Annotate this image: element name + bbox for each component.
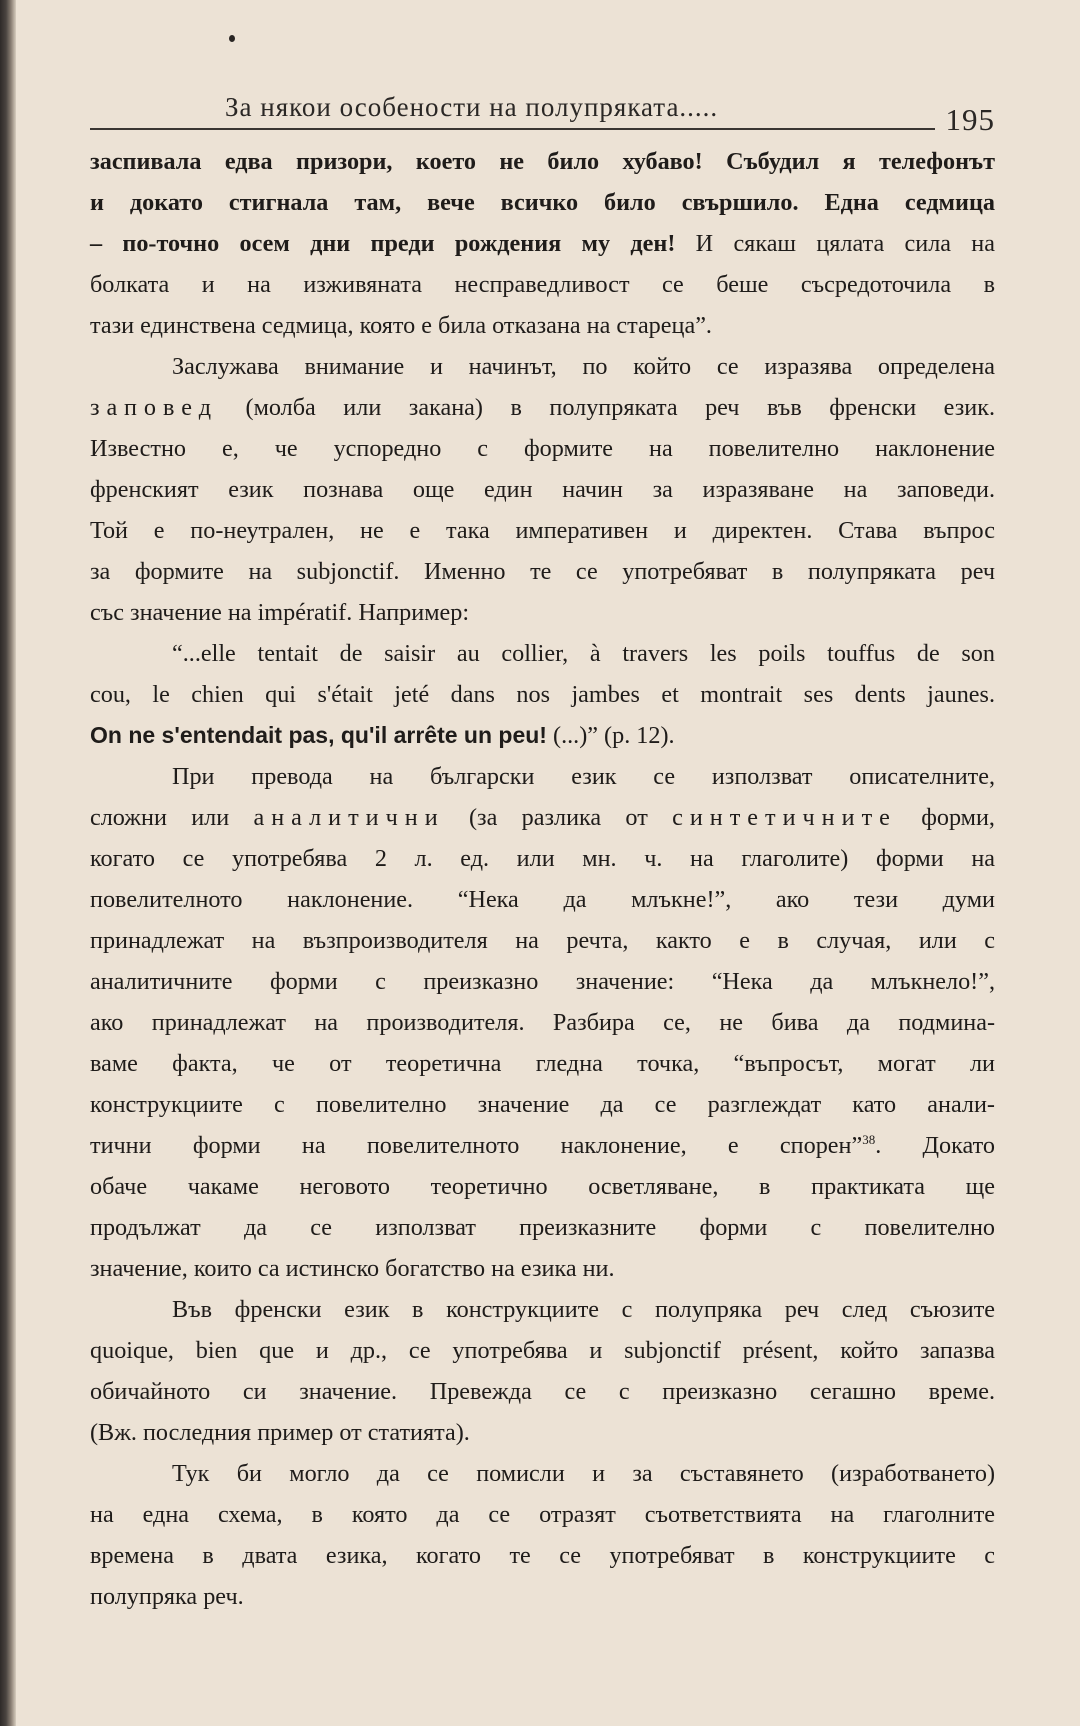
text-line: и докато стигнала там, вече всичко било свършило. Една седмица — [90, 189, 995, 216]
text-line: обаче чакаме неговото теоретично осветляване, в практиката ще — [90, 1173, 995, 1200]
text-line: Заслужава внимание и начинът, по който се изразява определена — [172, 353, 995, 380]
text-line: значение, които са истинско богатство на езика ни. — [90, 1255, 615, 1282]
text-line: продължат да се използват преизказните форми с повелително — [90, 1214, 995, 1241]
text-line: обичайното си значение. Превежда се с преизказно сегашно време. — [90, 1378, 995, 1405]
text-line: болката и на изживяната несправедливост се беше съсредоточила в — [90, 271, 995, 298]
book-spine-edge — [0, 0, 16, 1726]
text-line: тични форми на повелителното наклонение, е спорен”$^{38}$. Докато — [90, 1131, 995, 1159]
text-line: повелителното наклонение. “Нека да млъкне!”, ако тези думи — [90, 886, 995, 913]
text-line: quoique, bien que и др., се употребява и subjonctif présent, който запазва — [90, 1337, 995, 1364]
text-line: On ne s'entendait pas, qu'il arrête un peu! (...)” (p. 12). — [90, 722, 675, 749]
header-title: За някои особености на полупряката..... — [225, 92, 719, 122]
text-line: Известно е, че успоредно с формите на повелително наклонение — [90, 435, 995, 462]
footnote-ref: 38 — [862, 1131, 876, 1147]
text-line: полупряка реч. — [90, 1583, 244, 1610]
text-line: аналитичните форми с преизказно значение: “Нека да млъкнело!”, — [90, 968, 995, 995]
text-line: При превода на български език се използват описателните, — [172, 763, 995, 790]
text-line: ваме факта, че от теоретична гледна точка, “въпросът, могат ли — [90, 1050, 995, 1077]
header-rule — [90, 128, 935, 130]
spaced-emphasis: заповед — [90, 394, 219, 421]
ink-speck — [229, 35, 235, 42]
text-line: cou, le chien qui s'était jeté dans nos jambes et montrait ses dents jaunes. — [90, 681, 995, 708]
text-line: (Вж. последния пример от статията). — [90, 1419, 470, 1446]
text-line: ако принадлежат на производителя. Разбира се, не бива да подмина- — [90, 1009, 995, 1036]
running-header — [90, 88, 995, 138]
text-line: “...elle tentait de saisir au collier, à travers les poils touffus de son — [172, 640, 995, 667]
page-body — [90, 141, 995, 1617]
text-line: времена в двата езика, когато те се употребяват в конструкциите с — [90, 1542, 995, 1569]
text-line: когато се употребява 2 л. ед. или мн. ч. на глаголите) форми на — [90, 845, 995, 872]
text-line: за формите на subjonctif. Именно те се употребяват в полупряката реч — [90, 558, 995, 585]
text-line: френският език познава още един начин за изразяване на заповеди. — [90, 476, 995, 503]
text-line: Той е по-неутрален, не е така императивен и директен. Става въпрос — [90, 517, 995, 544]
text-line: принадлежат на възпроизводителя на речта, както е в случая, или с — [90, 927, 995, 954]
text-line: на една схема, в която да се отразят съответствията на глаголните — [90, 1501, 995, 1528]
text-line: конструкциите с повелително значение да се разглеждат като анали- — [90, 1091, 995, 1118]
bold-quote: On ne s'entendait pas, qu'il arrête un peu! — [90, 722, 547, 748]
text-line: със значение на impératif. Например: — [90, 599, 470, 626]
text-line: Тук би могло да се помисли и за съставянето (изработването) — [172, 1460, 995, 1487]
text-line: заповед (молба или закана) в полупряката реч във френски език. — [90, 394, 995, 421]
text-line: заспивала едва призори, което не било хубаво! Събудил я телефонът — [90, 148, 995, 175]
text-line: тази единствена седмица, която е била отказана на стареца”. — [90, 312, 712, 339]
text-line: Във френски език в конструкциите с полупряка реч след съюзите — [172, 1296, 995, 1323]
page-number: 195 — [945, 102, 995, 137]
text-line: сложни или аналитични (за разлика от синтетичните форми, — [90, 804, 995, 831]
text-line: – по-точно осем дни преди рождения му ден! И сякаш цялата сила на — [90, 230, 995, 257]
